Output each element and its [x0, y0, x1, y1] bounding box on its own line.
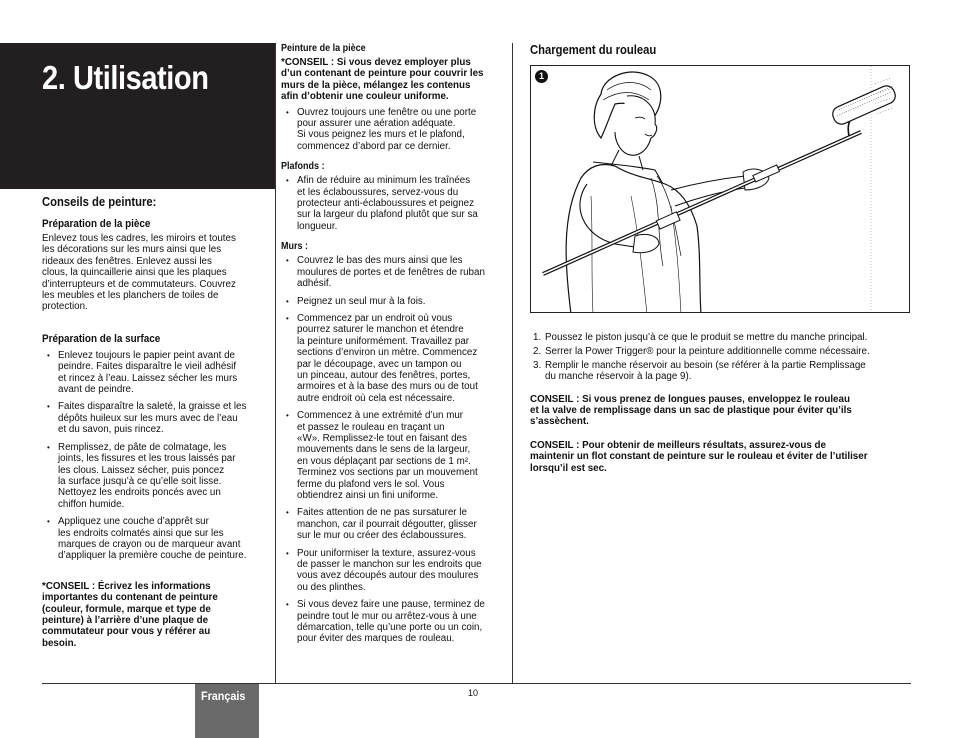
list-item: • Si vous devez faire une pause, terminez de peindre tout le mur ou arrêtez-vous à une démarcation, telle qu’une porte ou un coin, pour éviter des marques de rouleau.: [281, 599, 508, 645]
list-item: • Peignez un seul mur à la fois.: [281, 296, 508, 307]
list-item: • Couvrez le bas des murs ainsi que les moulures de portes et de fenêtres de ruban adhésif.: [281, 255, 508, 289]
language-label: Français: [201, 689, 246, 703]
list-item: 2. Serrer la Power Trigger® pour la peinture additionnelle comme nécessaire.: [533, 345, 870, 357]
list-item: 3. Remplir le manche réservoir au besoin (se référer à la partie Remplissage du manche réservoir à la page 9).: [533, 359, 866, 383]
title-block: [0, 43, 276, 189]
room-painting-list: [281, 107, 508, 153]
list-item: • Remplissez, de pâte de colmatage, les joints, les fissures et les trous laissés par les clous. Laissez sécher, puis poncez la surface jusqu’à ce qu’elle soit lisse. Nettoyez les endroits poncés avec un chiffon humide.: [42, 442, 270, 510]
list-item: • Pour uniformiser la texture, assurez-vous de passer le manchon sur les endroits que vous avez découpés autour des moulures ou des plinthes.: [281, 548, 508, 594]
list-item: • Faites disparaître la saleté, la graisse et les dépôts huileux sur les murs avec de l’eau et du savon, puis rincez.: [42, 401, 270, 435]
subheading-ceilings: Plafonds :: [281, 161, 325, 173]
list-item: • Faites attention de ne pas sursaturer le manchon, car il pourrait dégoutter, glisser sur le mur ou créer des éclaboussures.: [281, 507, 508, 541]
room-prep-text: Enlevez tous les cadres, les miroirs et toutes les décorations sur les murs ainsi que les rideaux des fenêtres. Enlevez aussi les clous, la quincaillerie ainsi que les plaques d’interrupteurs et de commutateurs. Couvrez les meubles et les planchers de toiles de protection.: [42, 233, 236, 313]
list-item: • Ouvrez toujours une fenêtre ou une porte pour assurer une aération adéquate. Si vous peignez les murs et le plafond, commencez d’abord par ce dernier.: [281, 107, 508, 153]
roller-illustration: [530, 65, 910, 313]
column-1: [42, 195, 270, 649]
tip-constant-flow: CONSEIL : Pour obtenir de meilleurs résultats, assurez-vous de maintenir un flot constant de peinture sur le rouleau et éviter de l’utiliser lorsqu’il est sec.: [530, 439, 868, 474]
column-3: [530, 43, 910, 474]
list-item: 1. Poussez le piston jusqu’à ce que le produit se mettre du manche principal.: [533, 332, 868, 343]
figure-number-badge: 1: [535, 70, 548, 83]
woman-painting-wall-illustration: [531, 66, 910, 313]
ceilings-list: [281, 175, 508, 232]
list-item: • Enlevez toujours le papier peint avant de peindre. Faites disparaître le vieil adhésif et rincez à l’eau. Laissez sécher les murs avant de peindre.: [42, 350, 270, 396]
subheading-room-prep: Préparation de la pièce: [42, 218, 151, 230]
subheading-room-painting: Peinture de la pièce: [281, 43, 366, 54]
column-divider-1: [275, 43, 276, 684]
list-item: • Commencez à une extrémité d’un mur et passez le rouleau en traçant un «W». Remplissez-le tout en faisant des mouvements dans le sens de la largeur, en vous déplaçant par sections de 1 m². Terminez vos sections par un mouvement ferme du plafond vers le sol. Vous obtiendrez ainsi un fini uniforme.: [281, 410, 508, 501]
list-item: • Commencez par un endroit où vous pourrez saturer le manchon et étendre la peinture uniformément. Travaillez par sections d’environ un mètre. Commencez par le découpage, avec un tampon ou un pinceau, autour des fenêtres, portes, armoires et à la base des murs ou de tout autre endroit où cela est nécessaire.: [281, 313, 508, 404]
roller-loading-steps: [530, 332, 910, 383]
tip-paint-info: *CONSEIL : Écrivez les informations importantes du contenant de peinture (couleur, formule, marque et type de peinture) à l’arrière d’une plaque de commutateur pour vous y référer au besoin.: [42, 580, 218, 649]
surface-prep-list: [42, 350, 270, 562]
column-2: [281, 43, 508, 645]
column-divider-2: [512, 43, 513, 684]
page-number: 10: [468, 688, 479, 698]
list-item: • Afin de réduire au minimum les traînées et les éclaboussures, servez-vous du protecteur anti-éclaboussures et peignez sur la largeur du plafond plutôt que sur sa longueur.: [281, 175, 508, 232]
tip-long-breaks: CONSEIL : Si vous prenez de longues pauses, enveloppez le rouleau et la valve de remplissage dans un sac de plastique pour éviter qu’ils s’assèchent.: [530, 393, 852, 428]
footer-rule: [42, 683, 911, 684]
page-title: 2. Utilisation: [42, 59, 209, 96]
subheading-walls: Murs :: [281, 241, 309, 253]
tip-mix-paint: *CONSEIL : Si vous devez employer plus d’un contenant de peinture pour couvrir les murs de la pièce, mélangez les contenus afin d’obtenir une couleur uniforme.: [281, 57, 484, 103]
walls-list: [281, 255, 508, 645]
subheading-surface-prep: Préparation de la surface: [42, 332, 161, 345]
list-item: • Appliquez une couche d’apprêt sur les endroits colmatés ainsi que sur les marques de crayon ou de marqueur avant d’appliquer la première couche de peinture.: [42, 516, 270, 562]
section-heading-painting-tips: Conseils de peinture:: [42, 195, 157, 209]
section-heading-roller-loading: Chargement du rouleau: [530, 43, 657, 57]
language-tab: [195, 684, 259, 738]
